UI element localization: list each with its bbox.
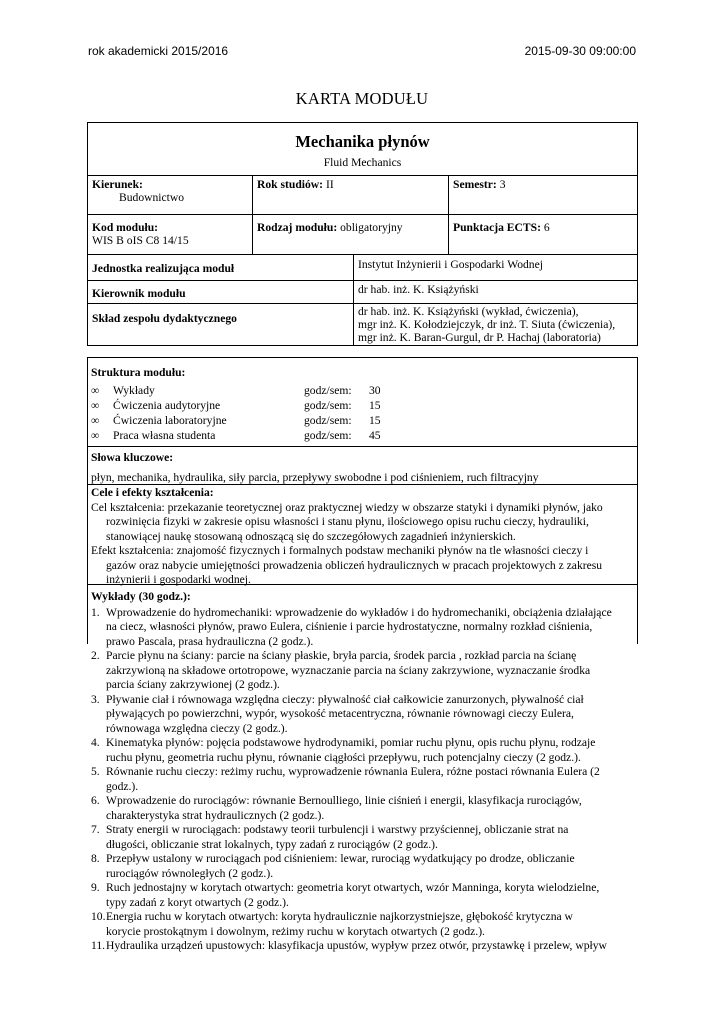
rodzaj-label: Rodzaj modułu: xyxy=(257,221,338,234)
ects-value: 6 xyxy=(543,221,550,234)
cell-ects xyxy=(448,214,637,254)
infinity-bullet-icon: ∞ xyxy=(91,429,100,442)
goal-line: inżynierii i gospodarki wodnej. xyxy=(106,573,251,586)
structure-item-hours: 15 xyxy=(369,414,381,427)
rodzaj-value: obligatoryjny xyxy=(340,221,403,234)
structure-item-name: Wykłady xyxy=(113,384,155,397)
cell-rodzaj xyxy=(252,214,448,254)
structure-row xyxy=(91,429,381,444)
goals-section xyxy=(88,484,637,588)
list-item: 4. Kinematyka płynów: pojęcia podstawowe hydrodynamiki, pomiar ruchu płynu, opis ruchu płynu, rodzaje ruchu płynu, geometria ruchu płynu, równanie ciągłości przepływu, ruch potencjalny cieczy (2 godz.). xyxy=(91,736,596,764)
structure-row xyxy=(91,399,381,414)
infinity-bullet-icon: ∞ xyxy=(91,384,100,397)
document-title: KARTA MODUŁU xyxy=(295,89,429,108)
list-item: 7. Straty energii w rurociągach: podstawy teorii turbulencji i warstwy przyściennej, obliczanie strat na długości, obliczanie strat lokalnych, typy zadań z rurociągów (2 godz.). xyxy=(91,823,569,851)
structure-item-hours: 15 xyxy=(369,399,381,412)
semestr-value: 3 xyxy=(499,178,506,191)
list-item: 10. Energia ruchu w korytach otwartych: koryta hydraulicznie najkorzystniejsze, głębokość krytyczna w korycie prostokątnym i dowolnym, reżimy ruchu w korytach otwartych (2 godz.). xyxy=(91,910,573,938)
module-info-table xyxy=(87,122,638,346)
keywords-title: Słowa kluczowe: xyxy=(91,451,174,464)
row-jednostka xyxy=(88,254,637,281)
list-item: 3. Pływanie ciał i równowaga względna cieczy: pływalność ciał całkowicie zanurzonych, pływalność ciał pływających po powierzchni, wypór, wysokość metacentryczna, równanie równowagi cieczy Eulera, równowaga względna cieczy (2 godz.). xyxy=(91,692,584,735)
module-name-pl: Mechanika płynów xyxy=(295,132,430,151)
kierownik-label: Kierownik modułu xyxy=(92,287,186,300)
module-name-en: Fluid Mechanics xyxy=(323,156,402,169)
jednostka-value: Instytut Inżynierii i Gospodarki Wodnej xyxy=(353,254,637,280)
kod-value: WIS B oIS C8 14/15 xyxy=(92,234,189,247)
goal-line: Cel kształcenia: przekazanie teoretycznej oraz praktycznej wiedzy w obszarze statyki i dynamiki płynów, jako xyxy=(91,500,603,514)
structure-item-name: Ćwiczenia audytoryjne xyxy=(113,399,221,412)
ects-label: Punktacja ECTS: xyxy=(453,221,541,234)
cell-semestr xyxy=(448,175,637,214)
academic-year: rok akademicki 2015/2016 xyxy=(88,44,229,58)
structure-item-name: Ćwiczenia laboratoryjne xyxy=(113,414,227,427)
sklad-line: mgr inż. K. Kołodziejczyk, dr inż. T. Siuta (ćwiczenia), xyxy=(358,318,616,331)
goal-line: Efekt kształcenia: znajomość fizycznych i formalnych podstaw mechaniki płynów na tle własności cieczy i xyxy=(91,544,589,557)
module-title-block xyxy=(88,123,637,176)
list-item: 9. Ruch jednostajny w korytach otwartych: geometria koryt otwartych, wzór Manninga, koryta wielodzielne, typy zadań z koryt otwartych (2 godz.). xyxy=(91,881,600,909)
row-sklad xyxy=(88,303,637,345)
kierunek-label: Kierunek: xyxy=(92,178,143,191)
kierunek-value: Budownictwo xyxy=(119,191,185,204)
cell-rok xyxy=(252,175,448,214)
rok-value: II xyxy=(325,178,334,191)
infinity-bullet-icon: ∞ xyxy=(91,414,100,427)
list-item: 2. Parcie płynu na ściany: parcie na ściany płaskie, bryła parcia, środek parcia , rozkład parcia na ścianę zakrzywioną na składowe ortotropowe, wyznaczanie parcia na ściany zakrzywione, wyznaczanie środka parcia ściany zakrzywionej (2 godz.). xyxy=(91,649,591,691)
structure-item-unit: godz/sem: xyxy=(304,384,352,397)
list-item: 8. Przepływ ustalony w rurociągach pod ciśnieniem: lewar, rurociąg wydatkujący po drodze, obliczanie rurociągów równoległych (2 godz.). xyxy=(91,852,575,880)
structure-item-unit: godz/sem: xyxy=(304,414,352,427)
cell-kod xyxy=(88,214,252,254)
cell-kierunek xyxy=(88,175,252,214)
goal-line: stanowiącej naukę stosowaną odnoszącą się do szczegółowych zagadnień inżynierskich. xyxy=(106,529,516,543)
structure-row xyxy=(91,384,381,399)
structure-item-hours: 30 xyxy=(369,384,381,397)
rok-label: Rok studiów: xyxy=(257,178,324,191)
structure-item-hours: 45 xyxy=(369,429,381,442)
lectures-list xyxy=(91,606,634,954)
row-kierownik xyxy=(88,280,637,304)
list-item: 6. Wprowadzenie do rurociągów: równanie Bernoulliego, linie ciśnień i energii, klasyfikacja rurociągów, charakterystyka strat hydraulicznych (2 godz.). xyxy=(91,794,582,822)
sklad-line: dr hab. inż. K. Książyński (wykład, ćwiczenia), xyxy=(358,305,579,318)
keywords-section xyxy=(88,446,637,484)
structure-item-unit: godz/sem: xyxy=(304,429,352,442)
lectures-title: Wykłady (30 godz.): xyxy=(91,590,191,603)
timestamp: 2015-09-30 09:00:00 xyxy=(524,44,636,58)
list-item: 1. Wprowadzenie do hydromechaniki: wprowadzenie do wykładów i do hydromechaniki, obciążenia działające na ciecz, własności płynów, prawo Eulera, ciśnienie i parcie hydrostatyczne, normalny rozkład ciśnienia, prawo Pascala, prasa hydrauliczna (2 godz.). xyxy=(91,605,612,648)
list-item: 5. Równanie ruchu cieczy: reżimy ruchu, wyprowadzenie równania Eulera, różne postaci równania Eulera (2 godz.). xyxy=(91,765,600,793)
structure-row xyxy=(91,414,381,429)
keywords-text: płyn, mechanika, hydraulika, siły parcia, przepływy swobodne i pod ciśnieniem, ruch filtracyjny xyxy=(91,470,539,484)
structure-item-unit: godz/sem: xyxy=(304,399,352,412)
goal-line: gazów oraz nabycie umiejętności prowadzenia obliczeń hydraulicznych w pracach projektowych z zakresu xyxy=(106,558,603,572)
lectures-section xyxy=(88,584,637,954)
row-kod xyxy=(88,214,637,255)
sklad-line: mgr inż. K. Baran-Gurgul, dr P. Hachaj (laboratoria) xyxy=(358,331,601,344)
goal-efekt xyxy=(91,544,634,588)
jednostka-label: Jednostka realizująca moduł xyxy=(92,262,235,275)
infinity-bullet-icon: ∞ xyxy=(91,399,100,412)
goal-cel xyxy=(91,501,634,545)
sklad-label: Skład zespołu dydaktycznego xyxy=(92,312,237,325)
module-content-table xyxy=(87,357,638,952)
row-kierunek xyxy=(88,175,637,215)
kierownik-value: dr hab. inż. K. Książyński xyxy=(353,280,637,303)
kod-label: Kod modułu: xyxy=(92,221,159,234)
goals-title: Cele i efekty kształcenia: xyxy=(91,486,214,499)
goal-line: rozwinięcia fizyki w zakresie opisu własności i stanu płynu, ilościowego opisu ruchu cieczy, hydrauliki, xyxy=(106,515,589,528)
sklad-value xyxy=(353,303,637,345)
structure-section xyxy=(88,366,637,381)
structure-item-name: Praca własna studenta xyxy=(113,429,216,442)
structure-title: Struktura modułu: xyxy=(91,366,186,379)
list-item: 11. Hydraulika urządzeń upustowych: klasyfikacja upustów, wypływ przez otwór, przystawkę i przelew, wpływ xyxy=(91,939,607,952)
semestr-label: Semestr: xyxy=(453,178,497,191)
